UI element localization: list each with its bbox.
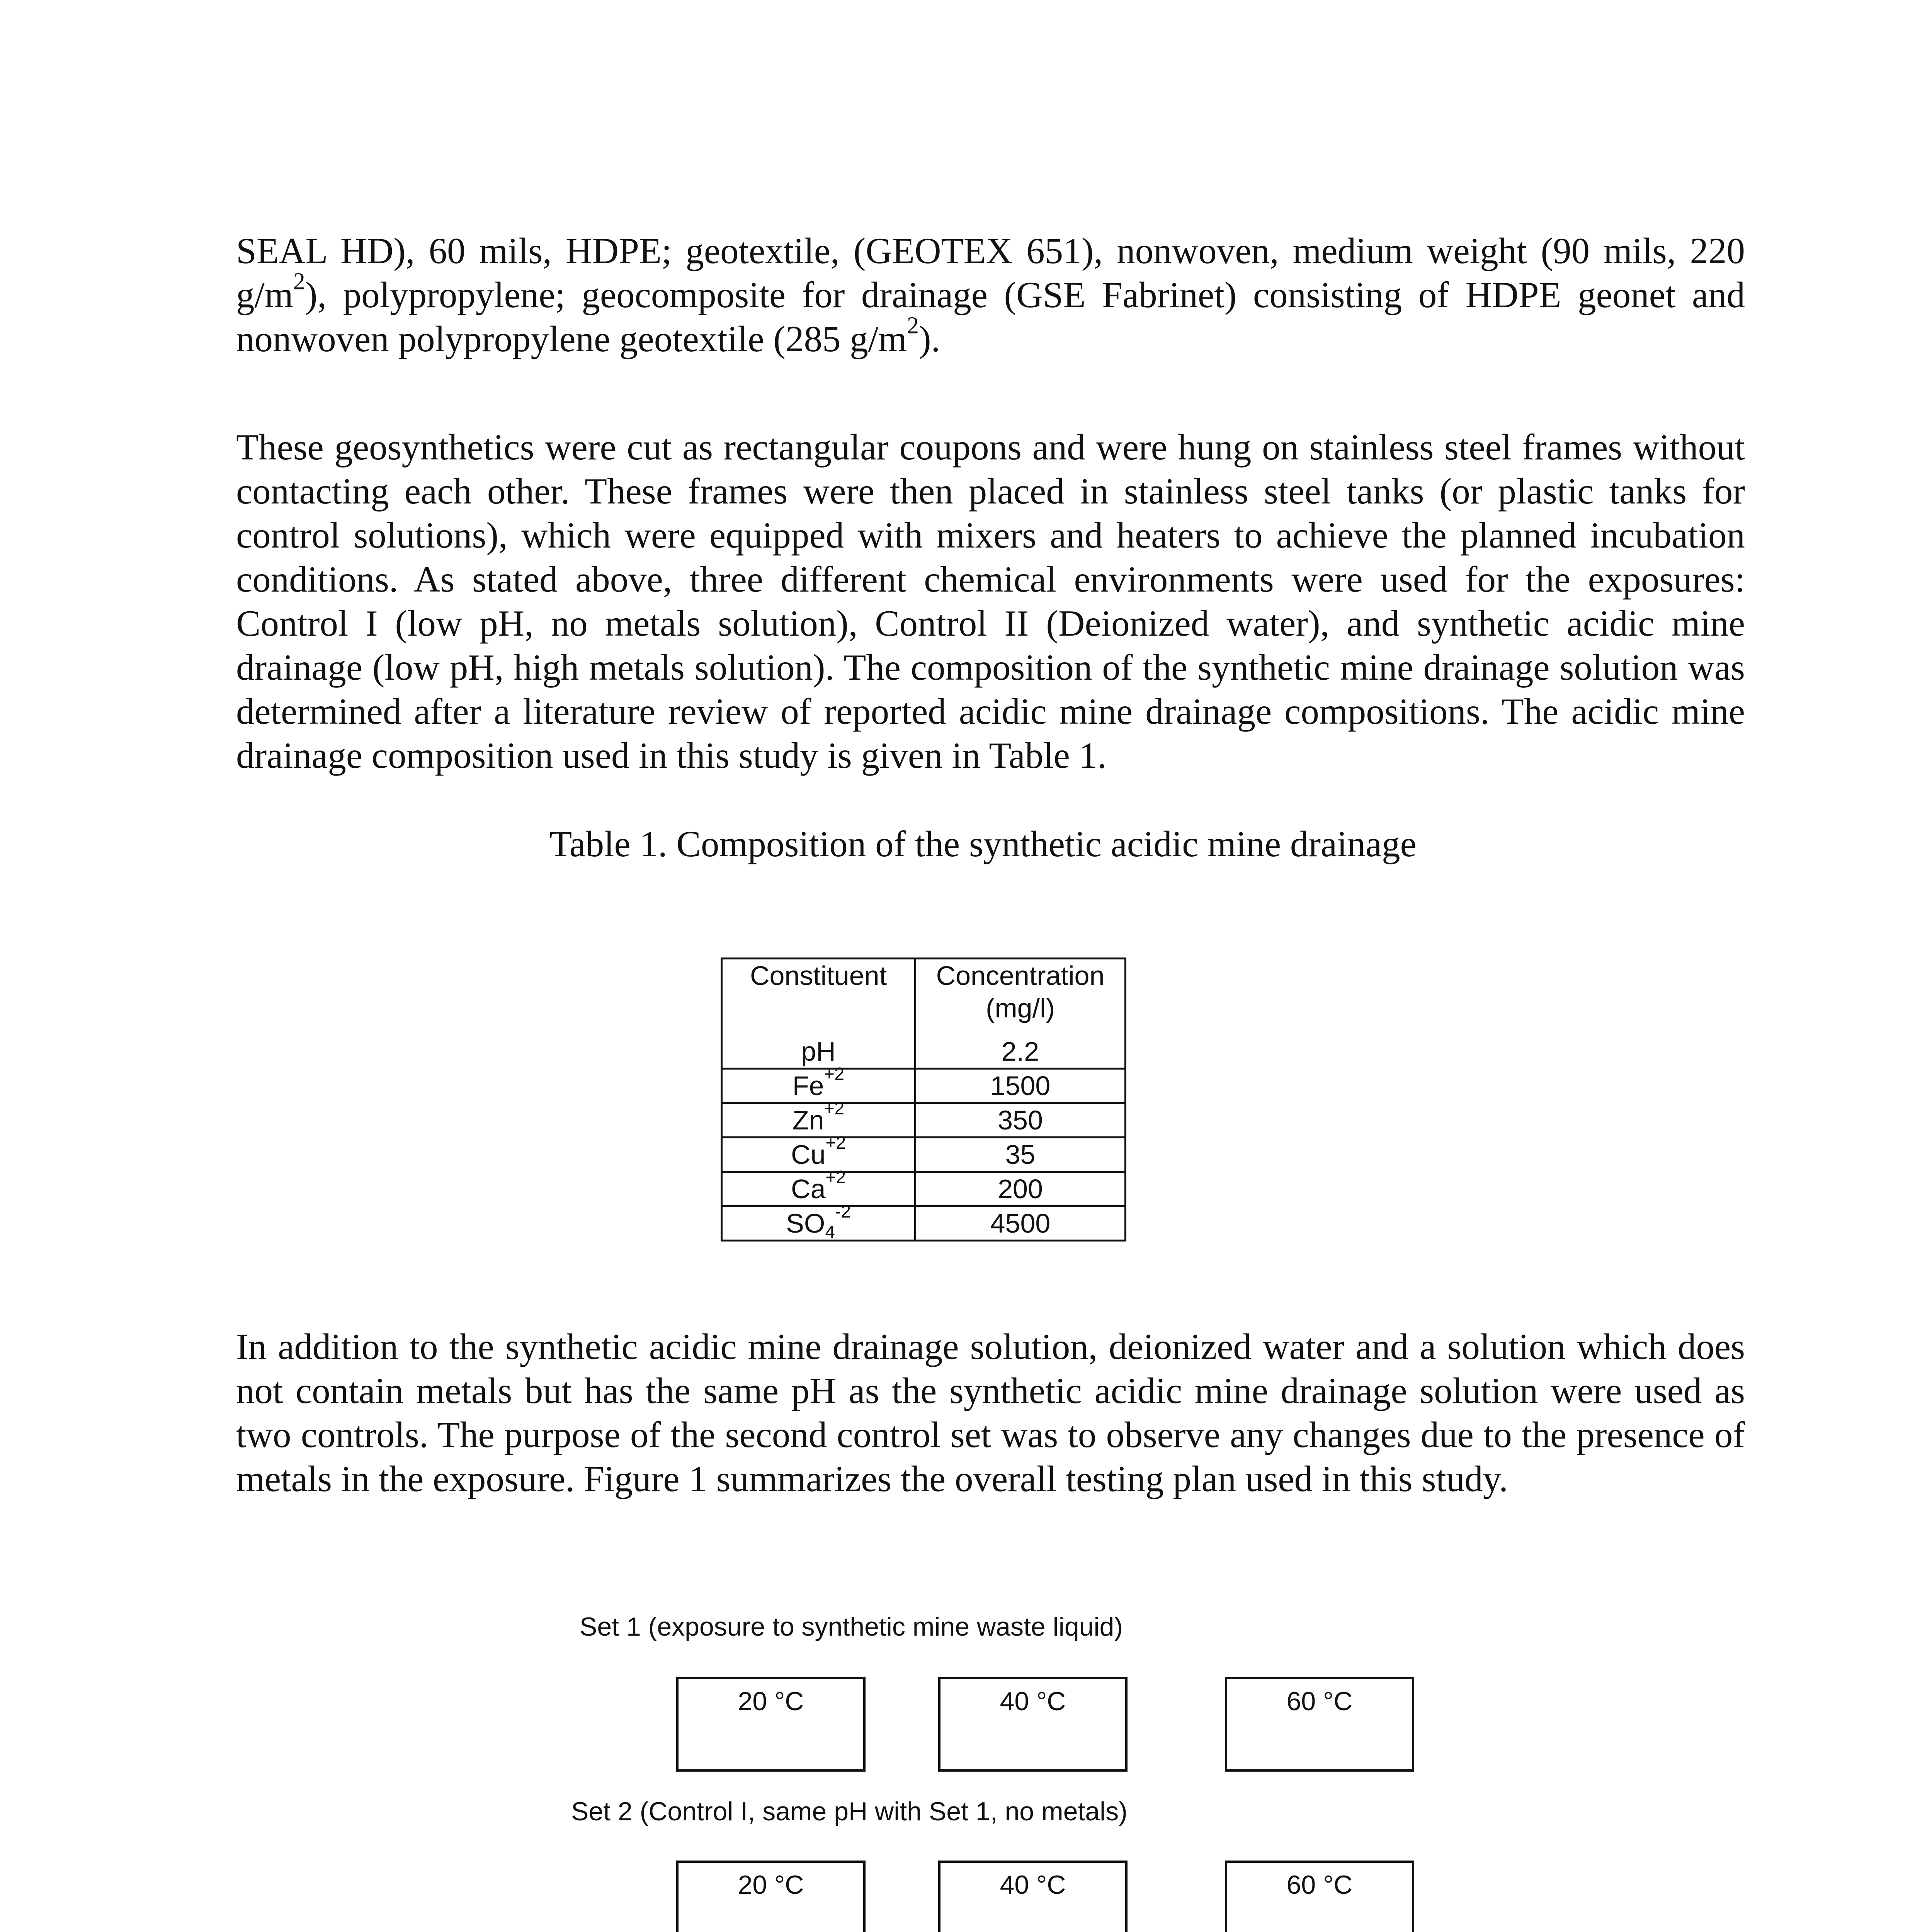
set-1-box-20c: 20 °C — [676, 1677, 866, 1772]
header-constituent: Constituent — [722, 959, 915, 1034]
paragraph-1-text-a: SEAL HD), 60 mils, HDPE; geotextile, (GEOTEX 651), nonwoven, medium weight (90 mils, 220 g/m — [236, 230, 1745, 315]
paragraph-2: These geosynthetics were cut as rectangular coupons and were hung on stainless steel frames without contacting each other. These frames were then placed in stainless steel tanks (or plastic tanks for control solutions), which were equipped with mixers and heaters to achieve the planned incubation conditions. As stated above, three different chemical environments were used for the exposures: Control I (low pH, no metals solution), Control II (Deionized water), and synthetic acidic mine drainage (low pH, high metals solution). The composition of the synthetic mine drainage solution was determined after a literature review of reported acidic mine drainage compositions. The acidic mine drainage composition used in this study is given in Table 1. — [236, 427, 1745, 776]
set-2-box-40c: 40 °C — [938, 1861, 1128, 1932]
table-row — [722, 1172, 1126, 1206]
concentration-cell: 2.2 — [915, 1034, 1126, 1069]
superscript: 2 — [907, 312, 919, 339]
table-header-row — [722, 959, 1126, 1034]
constituent-cell: $Ca^{+2}$ — [722, 1172, 915, 1206]
superscript: 2 — [293, 268, 305, 295]
concentration-cell: 200 — [915, 1172, 1126, 1206]
header-concentration: Concentration (mg/l) — [915, 959, 1126, 1034]
paragraph-1-text-c: ). — [919, 318, 940, 359]
composition-table — [721, 957, 1126, 1242]
concentration-cell: 1500 — [915, 1069, 1126, 1103]
set-2-box-60c: 60 °C — [1225, 1861, 1414, 1932]
concentration-cell: 35 — [915, 1138, 1126, 1172]
concentration-cell: 350 — [915, 1103, 1126, 1138]
set-2-label: Set 2 (Control I, same pH with Set 1, no metals) — [571, 1797, 1128, 1826]
table-row — [722, 1034, 1126, 1069]
constituent-cell: $Cu^{+2}$ — [722, 1138, 915, 1172]
set-2-box-20c: 20 °C — [676, 1861, 866, 1932]
table-row — [722, 1138, 1126, 1172]
paragraph-1-text-b: ), polypropylene; geocomposite for drainage (GSE Fabrinet) consisting of HDPE geonet and nonwoven polypropylene geotextile (285 g/m — [236, 274, 1745, 359]
table-row — [722, 1069, 1126, 1103]
table-row — [722, 1103, 1126, 1138]
concentration-cell: 4500 — [915, 1206, 1126, 1241]
set-1-box-40c: 40 °C — [938, 1677, 1128, 1772]
table-row — [722, 1206, 1126, 1241]
paragraph-1 — [236, 229, 1745, 361]
constituent-cell: pH — [722, 1034, 915, 1069]
paragraph-3: In addition to the synthetic acidic mine drainage solution, deionized water and a solution which does not contain metals but has the same pH as the synthetic acidic mine drainage solution were used as two controls. The purpose of the second control set was to observe any changes due to the presence of metals in the exposure. Figure 1 summarizes the overall testing plan used in this study. — [236, 1326, 1745, 1499]
set-1-box-60c: 60 °C — [1225, 1677, 1414, 1772]
constituent-cell: $SO_4^{-2}$ — [722, 1206, 915, 1241]
set-1-label: Set 1 (exposure to synthetic mine waste liquid) — [580, 1612, 1123, 1641]
table-caption: Table 1. Composition of the synthetic acidic mine drainage — [549, 823, 1417, 864]
constituent-cell: $Fe^{+2}$ — [722, 1069, 915, 1103]
constituent-cell: $Zn^{+2}$ — [722, 1103, 915, 1138]
